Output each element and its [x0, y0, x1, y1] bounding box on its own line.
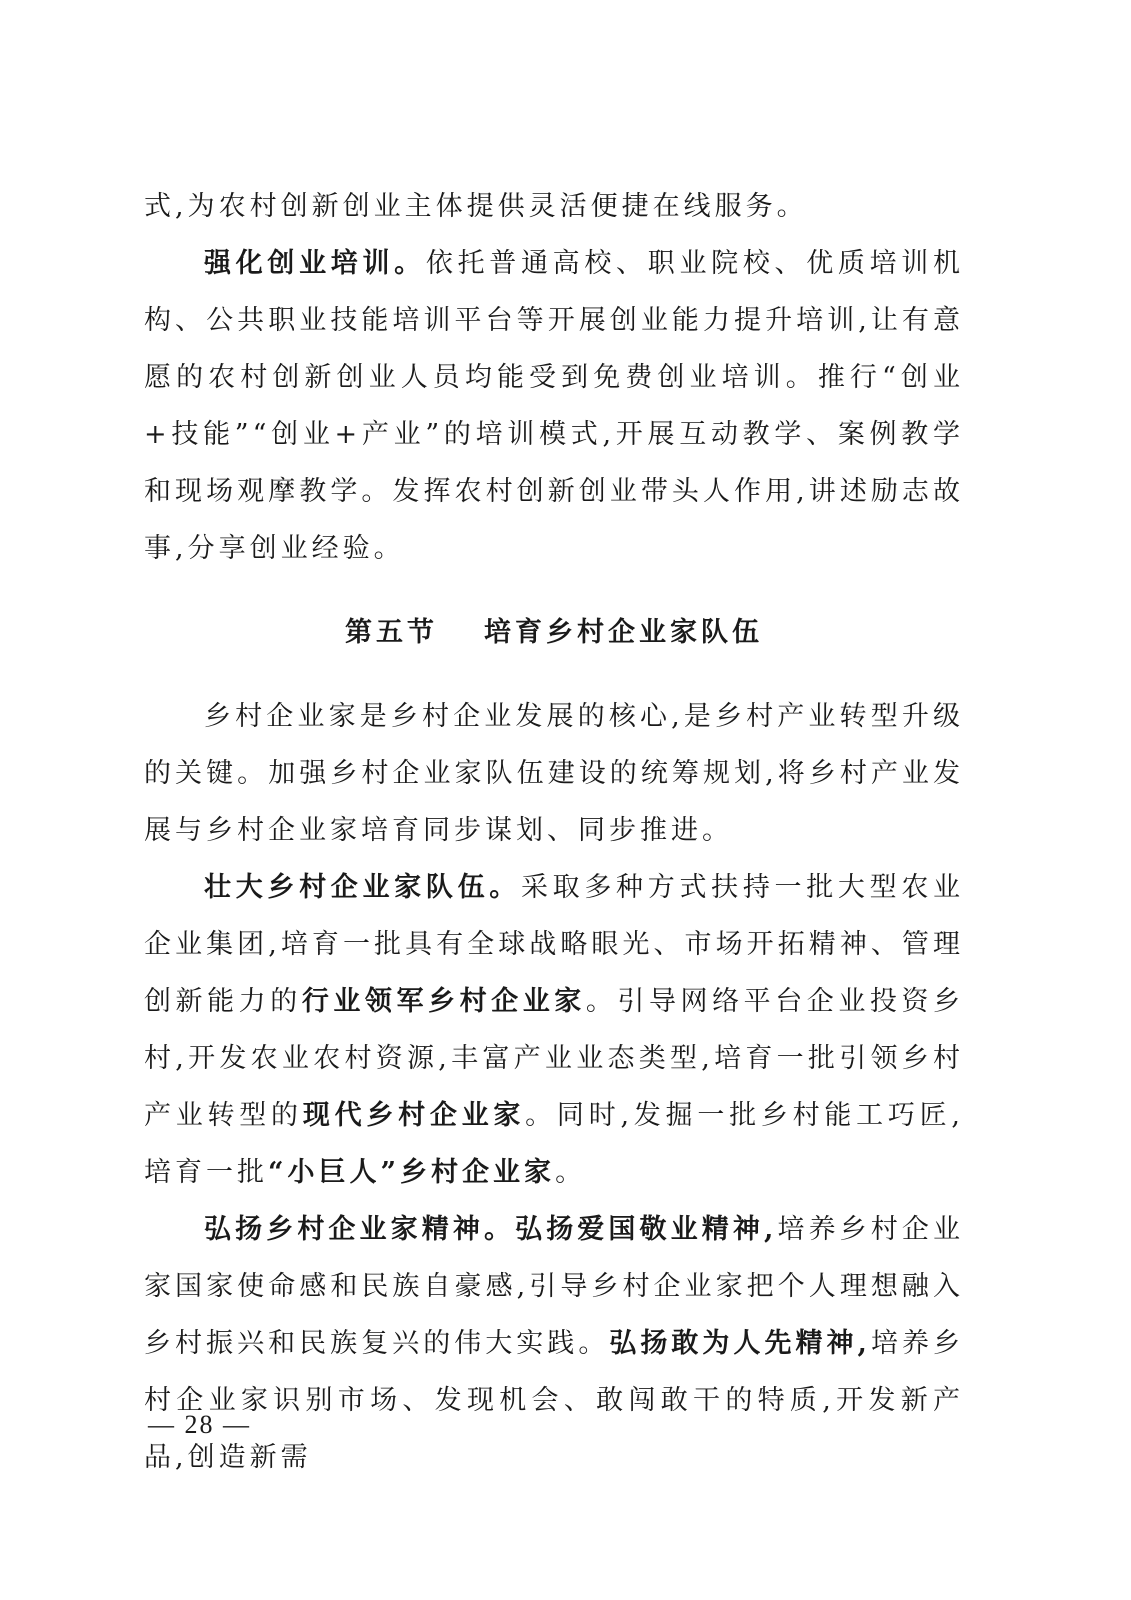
paragraph-lead: 强化创业培训。 [204, 248, 426, 279]
bold-phrase: “小巨人”乡村企业家 [268, 1157, 556, 1188]
paragraph-lead: 壮大乡村企业家队伍。 [204, 872, 521, 903]
paragraph-lead: 弘扬乡村企业家精神。 [204, 1214, 516, 1245]
paragraph-text: 培养乡村企业家国家使命感和民族自豪感,引导乡村企业家把个人理想融入乡村振兴和民族复兴的伟大实践。 [144, 1214, 965, 1359]
paragraph-text: 。 [555, 1157, 587, 1188]
paragraph-text: 乡村企业家是乡村企业发展的核心,是乡村产业转型升级的关键。加强乡村企业家队伍建设的统筹规划,将乡村产业发展与乡村企业家培育同步谋划、同步推进。 [144, 701, 964, 846]
section-title: 培育乡村企业家队伍 [484, 617, 763, 648]
paragraph-text: 。同时,发掘一批乡村能工巧匠,培育一批 [144, 1100, 965, 1188]
paragraph-text: 式,为农村创新创业主体提供灵活便捷在线服务。 [144, 191, 808, 222]
paragraph-grow-entrepreneurs [144, 859, 964, 1201]
paragraph-text: 依托普通高校、职业院校、优质培训机构、公共职业技能培训平台等开展创业能力提升培训,让有意愿的农村创新创业人员均能受到免费创业培训。推行“创业+技能”“创业+产业”的培训模式,开展互动教学、案例教学和现场观摩教学。发挥农村创新创业带头人作用,讲述励志故事,分享创业经验。 [144, 248, 965, 564]
section-number: 第五节 [345, 617, 438, 648]
paragraph-intro [144, 688, 964, 859]
paragraph-text: 培养乡村企业家识别市场、发现机会、敢闯敢干的特质,开发新产品,创造新需 [144, 1328, 965, 1473]
paragraph-continuation [144, 178, 964, 235]
paragraph-entrepreneur-spirit [144, 1201, 964, 1486]
bold-phrase: 弘扬爱国敬业精神, [515, 1214, 778, 1245]
paragraph-entrepreneurship-training [144, 235, 964, 577]
paragraph-text: 采取多种方式扶持一批大型农业企业集团,培育一批具有全球战略眼光、市场开拓精神、管理创新能力的 [144, 872, 965, 1017]
paragraph-text: 。引导网络平台企业投资乡村,开发农业农村资源,丰富产业业态类型,培育一批引领乡村产业转型的 [144, 986, 965, 1131]
page-number: — 28 — [148, 1410, 251, 1439]
bold-phrase: 现代乡村企业家 [302, 1100, 526, 1131]
bold-phrase: 弘扬敢为人先精神, [609, 1328, 871, 1359]
section-heading [144, 604, 964, 661]
document-page [144, 178, 964, 1486]
bold-phrase: 行业领军乡村企业家 [301, 986, 586, 1017]
